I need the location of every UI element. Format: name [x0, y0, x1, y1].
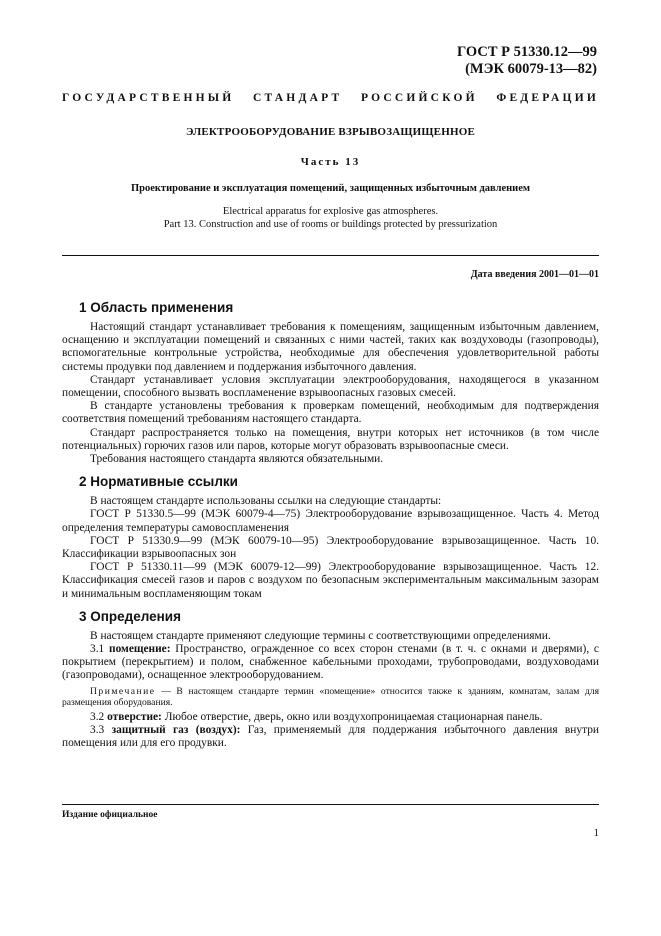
section-1-paragraph: В стандарте установлены требования к проверкам помещений, необходимым для подтверждения соответствия помещений требованиям настоящего стандарта. [62, 400, 599, 426]
english-title-line1: Electrical apparatus for explosive gas atmospheres. [222, 206, 439, 217]
section-2-heading: 2 Нормативные ссылки [79, 474, 238, 490]
section-1-paragraph: Настоящий стандарт устанавливает требования к помещениям, защищенным избыточным давлением, оснащению и эксплуатации помещений и связанных с ними частей, таких как воздуховоды (газопроводы), вспомогательные контрольные устройства, необходимые для обеспечения удовлетворительной работы системы продувки под давлением и поддержания избыточного давления. [62, 321, 599, 373]
reference-item: ГОСТ Р 51330.5—99 (МЭК 60079-4—75) Электрооборудование взрывозащищенное. Часть 4. Метод определения температуры самовоспламенения [62, 508, 599, 534]
section-1-paragraph: Требования настоящего стандарта являются обязательными. [90, 453, 384, 466]
document-body [62, 300, 599, 750]
definition-3-2 [62, 711, 599, 724]
english-title-line2: Part 13. Construction and use of rooms or buildings protected by pressurization [163, 218, 498, 230]
reference-item: ГОСТ Р 51330.9—99 (МЭК 60079-10—95) Электрооборудование взрывозащищенное. Часть 10. Классификации взрывоопасных зон [62, 534, 599, 561]
definition-3-3 [62, 724, 599, 750]
section-1-heading: 1 Область применения [79, 300, 234, 315]
definition-text: Пространство, огражденное со всех сторон стенами (в т. ч. с окнами и дверями), с покрытием (перекрытием) и полом, снабженное кабельными проходами, трубопроводами, воздуховодами (газопроводами), оснащенное электрооборудованием. [62, 643, 599, 682]
definition-number: 3.1 [90, 643, 105, 656]
header-divider [62, 255, 599, 256]
definition-text: Любое отверстие, дверь, окно или воздухопроницаемая стационарная панель. [164, 710, 543, 723]
definition-text: Газ, применяемый для поддержания избыточного давления внутри помещения или для его продувки. [62, 723, 599, 750]
part-number: Часть 13 [300, 156, 361, 168]
document-subtitle: Проектирование и эксплуатация помещений, защищенных избыточным давлением [130, 183, 531, 194]
edition-label: Издание официальное [62, 810, 158, 820]
section-3-intro: В настоящем стандарте применяют следующие термины с соответствующими определениями. [90, 629, 551, 642]
standard-code-block [457, 44, 597, 78]
definition-term: защитный газ (воздух): [111, 723, 241, 736]
section-2-intro: В настоящем стандарте использованы ссылки на следующие стандарты: [90, 495, 442, 508]
note [62, 686, 599, 709]
document-title: ЭЛЕКТРООБОРУДОВАНИЕ ВЗРЫВОЗАЩИЩЕННОЕ [185, 126, 476, 138]
iec-code: (МЭК 60079-13—82) [465, 61, 597, 77]
reference-item: ГОСТ Р 51330.11—99 (МЭК 60079-12—99) Электрооборудование взрывозащищенное. Часть 12. Классификация смесей газов и паров с воздухом по безопасным экспериментальным максимальным зазорам и минимальным воспламеняющим токам [62, 561, 599, 600]
footer-divider [62, 804, 599, 805]
note-text: — В настоящем стандарте термин «помещение» относится также к зданиям, комнатам, залам для размещения оборудования. [62, 685, 600, 709]
section-1-paragraph: Стандарт распространяется только на помещения, внутри которых нет источников (в том числе потенциальных) горючих газов или паров, которые могут образовать взрывоопасные смеси. [62, 426, 599, 452]
definition-3-1 [62, 643, 599, 683]
page-number: 1 [593, 827, 599, 839]
effective-date: Дата введения 2001—01—01 [470, 269, 599, 280]
definition-number: 3.3 [90, 723, 105, 736]
section-3-heading: 3 Определения [79, 608, 181, 624]
section-1-paragraph: Стандарт устанавливает условия эксплуатации электрооборудования, находящегося в указанном помещении, способного вызвать воспламенение взрывоопасных газовых смесей. [62, 373, 599, 400]
state-standard-heading: ГОСУДАРСТВЕННЫЙ СТАНДАРТ РОССИЙСКОЙ ФЕДЕРАЦИИ [62, 92, 599, 104]
definition-term: отверстие: [107, 710, 162, 723]
definition-term: помещение: [109, 643, 171, 656]
english-title [0, 206, 661, 231]
definition-number: 3.2 [90, 710, 105, 723]
note-label: Примечание [90, 685, 156, 697]
gost-code: ГОСТ Р 51330.12—99 [457, 44, 597, 60]
